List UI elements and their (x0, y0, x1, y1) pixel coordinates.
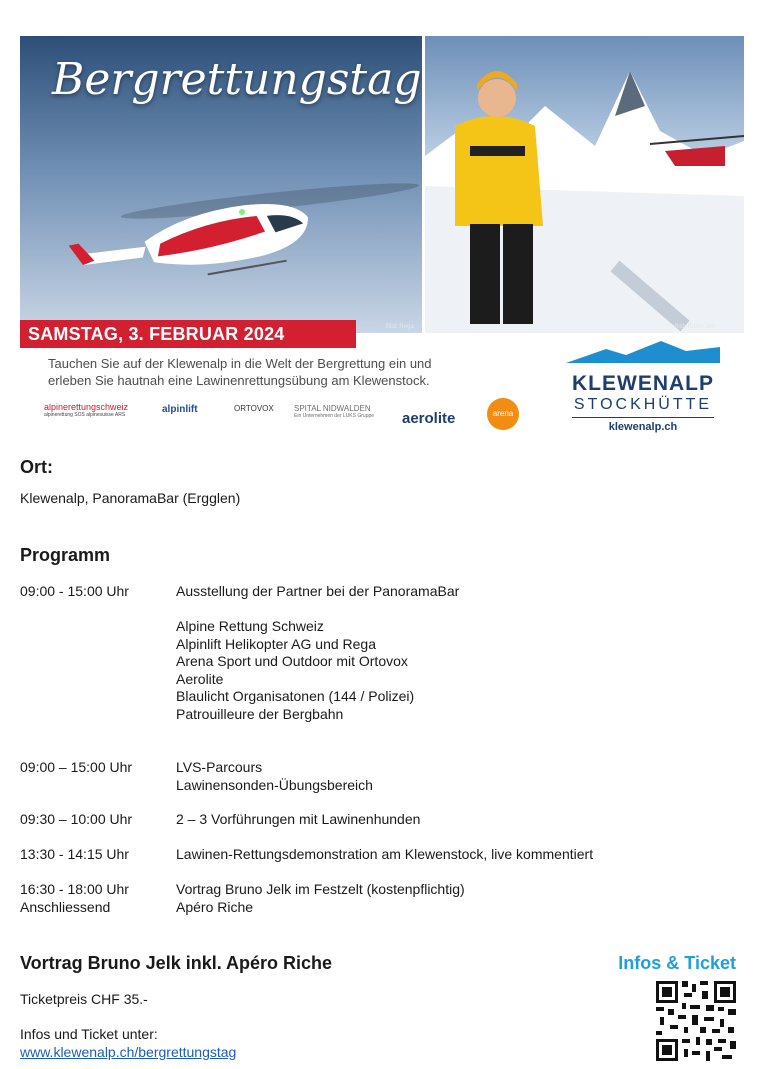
partner-arena: arena (487, 398, 519, 430)
banner-tagline (48, 355, 518, 389)
vortrag-heading: Vortrag Bruno Jelk inkl. Apéro Riche (20, 953, 333, 973)
program-description (176, 881, 465, 916)
program-line: Alpinlift Helikopter AG und Rega (176, 635, 376, 652)
partner-ortovox: ORTOVOX (234, 404, 274, 413)
program-line: Aerolite (176, 670, 224, 687)
ort-value: Klewenalp, PanoramaBar (Ergglen) (20, 490, 241, 506)
program-description (176, 759, 373, 794)
mountain-logo-icon (566, 341, 720, 363)
infos-ticket-heading: Infos & Ticket (618, 953, 736, 973)
program-line-spacer (176, 601, 459, 619)
program-line: Ausstellung der Partner bei der PanoramaBar (176, 583, 460, 599)
program-line: Patrouilleure der Bergbahn (176, 705, 344, 722)
program-time: 09:00 – 15:00 Uhr (20, 759, 133, 775)
partner-spital-nidwalden (294, 404, 374, 419)
photo-credit-left: Bild: Rega (386, 324, 414, 330)
programm-heading: Programm (20, 545, 111, 565)
program-time: 09:00 - 15:00 Uhr (20, 583, 129, 599)
program-time: 09:30 – 10:00 Uhr (20, 811, 133, 827)
program-line: Vortrag Bruno Jelk im Festzelt (kostenpflichtig) (176, 881, 465, 897)
ort-heading: Ort: (20, 457, 53, 477)
logo-name: KLEWENALP (572, 372, 714, 395)
program-time: 16:30 - 18:00 Uhr (20, 881, 129, 897)
qr-code-icon[interactable] (656, 981, 736, 1061)
helicopter-photo (20, 36, 422, 333)
program-description (176, 846, 593, 864)
logo-sub: STOCKHÜTTE (573, 396, 713, 413)
event-date: SAMSTAG, 3. FEBRUAR 2024 (20, 320, 356, 348)
ticket-link[interactable]: www.klewenalp.ch/bergrettungstag (20, 1044, 237, 1060)
banner-title: Bergrettungstag (52, 54, 422, 105)
program-line: Apéro Riche (176, 898, 254, 915)
ticket-price: Ticketpreis CHF 35.- (20, 991, 148, 1007)
tagline-line-1: Tauchen Sie auf der Klewenalp in die Welt der Bergrettung ein und (48, 356, 432, 371)
ticket-info-label: Infos und Ticket unter: (20, 1026, 158, 1042)
partner-logos (44, 398, 524, 434)
mountain-rescuer-illustration (425, 36, 744, 333)
alpine-rettung-sub: alpinerettung SOS alpinesuisse ARS (44, 412, 126, 418)
program-time-secondary: Anschliessend (20, 898, 111, 915)
program-line: Arena Sport und Outdoor mit Ortovox (176, 653, 408, 669)
spital-sub: Ein Unternehmen der LUKS Gruppe (294, 413, 375, 419)
logo-divider (572, 417, 714, 418)
program-description (176, 583, 459, 723)
program-time-group (20, 881, 129, 916)
program-description (176, 811, 420, 829)
program-line: LVS-Parcours (176, 759, 263, 775)
program-time: 13:30 - 14:15 Uhr (20, 846, 129, 862)
klewenalp-logo (566, 341, 720, 433)
program-line: 2 – 3 Vorführungen mit Lawinenhunden (176, 811, 421, 827)
event-banner (20, 36, 744, 434)
program-line: Lawinen-Rettungsdemonstration am Klewenstock, live kommentiert (176, 846, 594, 862)
program-line: Lawinensonden-Übungsbereich (176, 776, 373, 793)
partner-alpine-rettung (44, 402, 128, 418)
program-line: Alpine Rettung Schweiz (176, 618, 324, 634)
partner-aerolite: aerolite (402, 410, 456, 427)
spital-name: SPITAL NIDWALDEN (294, 404, 371, 413)
alpine-rettung-name: alpinerettungschweiz (44, 402, 129, 412)
rescuer-photo (425, 36, 744, 333)
program-line: Blaulicht Organisatonen (144 / Polizei) (176, 688, 415, 704)
logo-url: klewenalp.ch (608, 421, 678, 433)
photo-credit-right: Bild: Bruno Jelk (674, 324, 716, 330)
partner-alpinlift: alpinlift (162, 404, 198, 415)
tagline-line-2: erleben Sie hautnah eine Lawinenrettungsübung am Klewenstock. (48, 373, 430, 388)
